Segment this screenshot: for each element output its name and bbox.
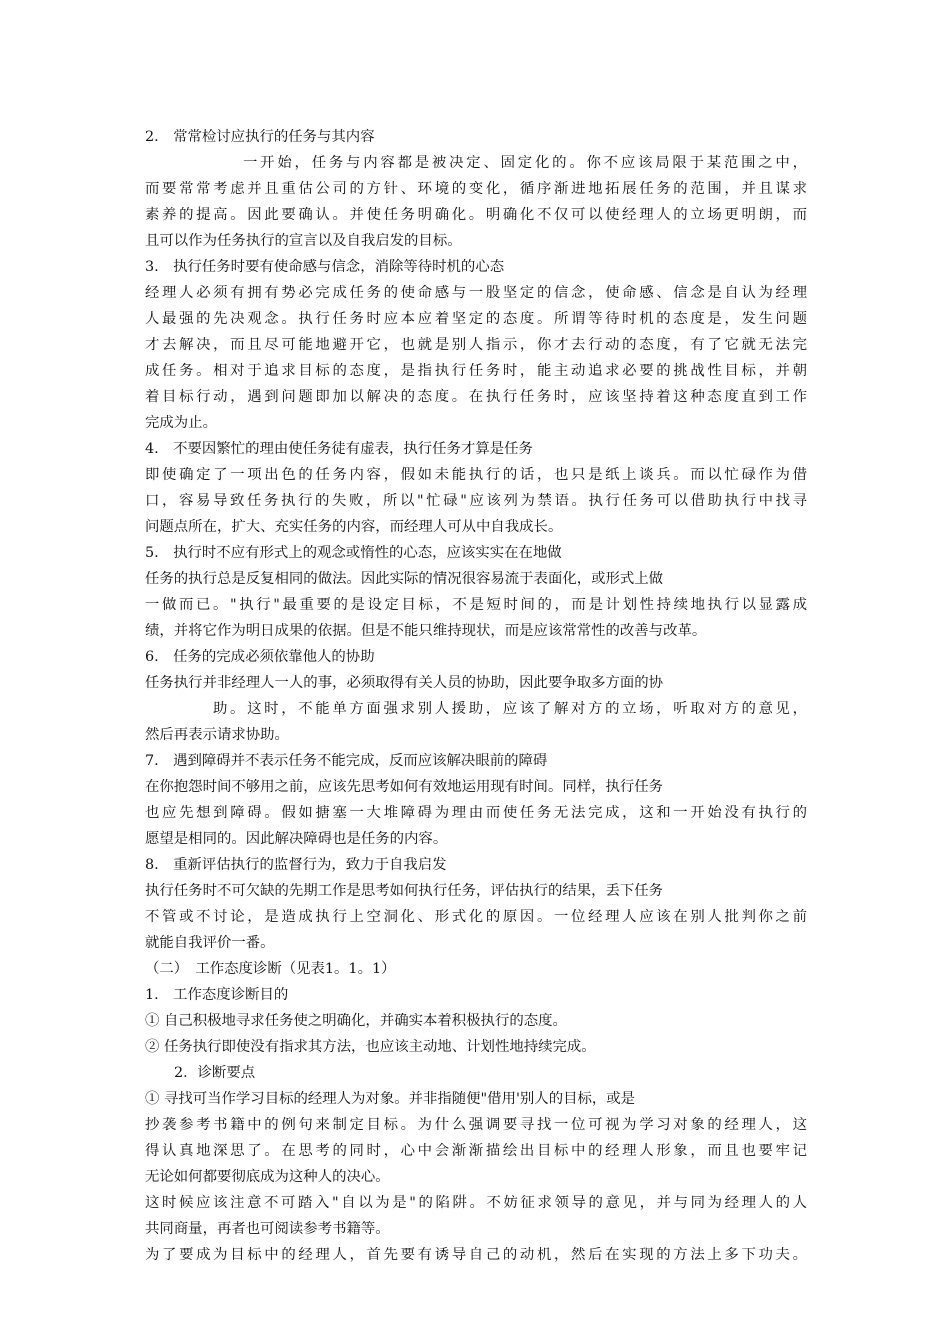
text-line: 然后再表示请求协助。 <box>145 727 289 743</box>
text-line: 在你抱怨时间不够用之前，应该先思考如何有效地运用现有时间。同样，执行任务 <box>145 779 664 795</box>
text-line: 8. 重新评估执行的监督行为，致力于自我启发 <box>145 857 447 873</box>
text-line: 素养的提高。因此要确认。并使任务明确化。明确化不仅可以使经理人的立场更明朗，而 <box>145 207 807 223</box>
text-line: 抄袭参考书籍中的例句来制定目标。为什么强调要寻找一位可视为学习对象的经理人，这 <box>145 1117 807 1133</box>
text-line: 4. 不要因繁忙的理由使任务徒有虚表，执行任务才算是任务 <box>145 441 533 457</box>
text-line: 助。这时，不能单方面强求别人援助，应该了解对方的立场，听取对方的意见， <box>213 701 807 717</box>
text-line: 5. 执行时不应有形式上的观念或惰性的心态，应该实实在在地做 <box>145 545 562 561</box>
text-line: 着目标行动，遇到问题即加以解决的态度。在执行任务时，应该坚持着这种态度直到工作 <box>145 389 807 405</box>
text-line: ① 自己积极地寻求任务使之明确化，并确实本着积极执行的态度。 <box>145 1013 567 1029</box>
text-line: 得认真地深思了。在思考的同时，心中会渐渐描绘出目标中的经理人形象，而且也要牢记 <box>145 1143 807 1159</box>
text-line: 任务执行并非经理人一人的事，必须取得有关人员的协助，因此要争取多方面的协 <box>145 675 664 691</box>
text-line: 而要常常考虑并且重估公司的方针、环境的变化，循序渐进地拓展任务的范围，并且谋求 <box>145 181 807 197</box>
text-line: 执行任务时不可欠缺的先期工作是思考如何执行任务，评估执行的结果，丢下任务 <box>145 883 664 899</box>
text-line: 也应先想到障碍。假如搪塞一大堆障碍为理由而使任务无法完成，这和一开始没有执行的 <box>145 805 807 821</box>
text-line: 绩，并将它作为明日成果的依据。但是不能只维持现状，而是应该常常性的改善与改革。 <box>145 623 707 639</box>
text-line: 一做而已。"执行"最重要的是设定目标，不是短时间的，而是计划性持续地执行以显露成 <box>145 597 807 613</box>
text-line: （二） 工作态度诊断（见表1。1。1） <box>145 961 396 977</box>
text-line: 人最强的先决观念。执行任务时应本应着坚定的态度。所谓等待时机的态度是，发生问题 <box>145 311 807 327</box>
text-line: ② 任务执行即使没有指求其方法，也应该主动地、计划性地持续完成。 <box>145 1039 596 1055</box>
text-line: 1. 工作态度诊断目的 <box>145 987 289 1003</box>
text-line: 口，容易导致任务执行的失败，所以"忙碌"应该列为禁语。执行任务可以借助执行中找寻 <box>145 493 807 509</box>
document-body <box>145 124 807 1268</box>
text-line: 才去解决，而且尽可能地避开它，也就是别人指示，你才去行动的态度，有了它就无法完 <box>145 337 807 353</box>
text-line: 7. 遇到障碍并不表示任务不能完成，反而应该解决眼前的障碍 <box>145 753 548 769</box>
text-line: 愿望是相同的。因此解决障碍也是任务的内容。 <box>145 831 448 847</box>
text-line: 问题点所在，扩大、充实任务的内容，而经理人可从中自我成长。 <box>145 519 563 535</box>
text-line: 一开始，任务与内容都是被决定、固定化的。你不应该局限于某范围之中， <box>243 155 807 171</box>
text-line: 成任务。相对于追求目标的态度，是指执行任务时，能主动追求必要的挑战性目标，并朝 <box>145 363 807 379</box>
text-line: 6. 任务的完成必须依靠他人的协助 <box>145 649 375 665</box>
text-line: 就能自我评价一番。 <box>145 935 275 951</box>
text-line: 这时候应该注意不可踏入"自以为是"的陷阱。不妨征求领导的意见，并与同为经理人的人 <box>145 1195 807 1211</box>
text-line: 且可以作为任务执行的宣言以及自我启发的目标。 <box>145 233 462 249</box>
text-line: 不管或不讨论，是造成执行上空洞化、形式化的原因。一位经理人应该在别人批判你之前 <box>145 909 807 925</box>
text-line: 为了要成为目标中的经理人，首先要有诱导自己的动机，然后在实现的方法上多下功夫。 <box>145 1247 807 1263</box>
text-line: 2. 常常检讨应执行的任务与其内容 <box>145 129 375 145</box>
text-line: 即使确定了一项出色的任务内容，假如未能执行的话，也只是纸上谈兵。而以忙碌作为借 <box>145 467 807 483</box>
text-line: 经理人必须有拥有势必完成任务的使命感与一股坚定的信念，使命感、信念是自认为经理 <box>145 285 807 301</box>
text-line: 2．诊断要点 <box>174 1065 256 1081</box>
text-line: ① 寻找可当作学习目标的经理人为对象。并非指随便"借用'别人的目标，或是 <box>145 1091 636 1107</box>
text-line: 3. 执行任务时要有使命感与信念，消除等待时机的心态 <box>145 259 505 275</box>
text-line: 无论如何都要彻底成为这种人的决心。 <box>145 1169 390 1185</box>
text-line: 任务的执行总是反复相同的做法。因此实际的情况很容易流于表面化，或形式上做 <box>145 571 664 587</box>
text-line: 共同商量，再者也可阅读参考书籍等。 <box>145 1221 390 1237</box>
text-line: 完成为止。 <box>145 415 217 431</box>
